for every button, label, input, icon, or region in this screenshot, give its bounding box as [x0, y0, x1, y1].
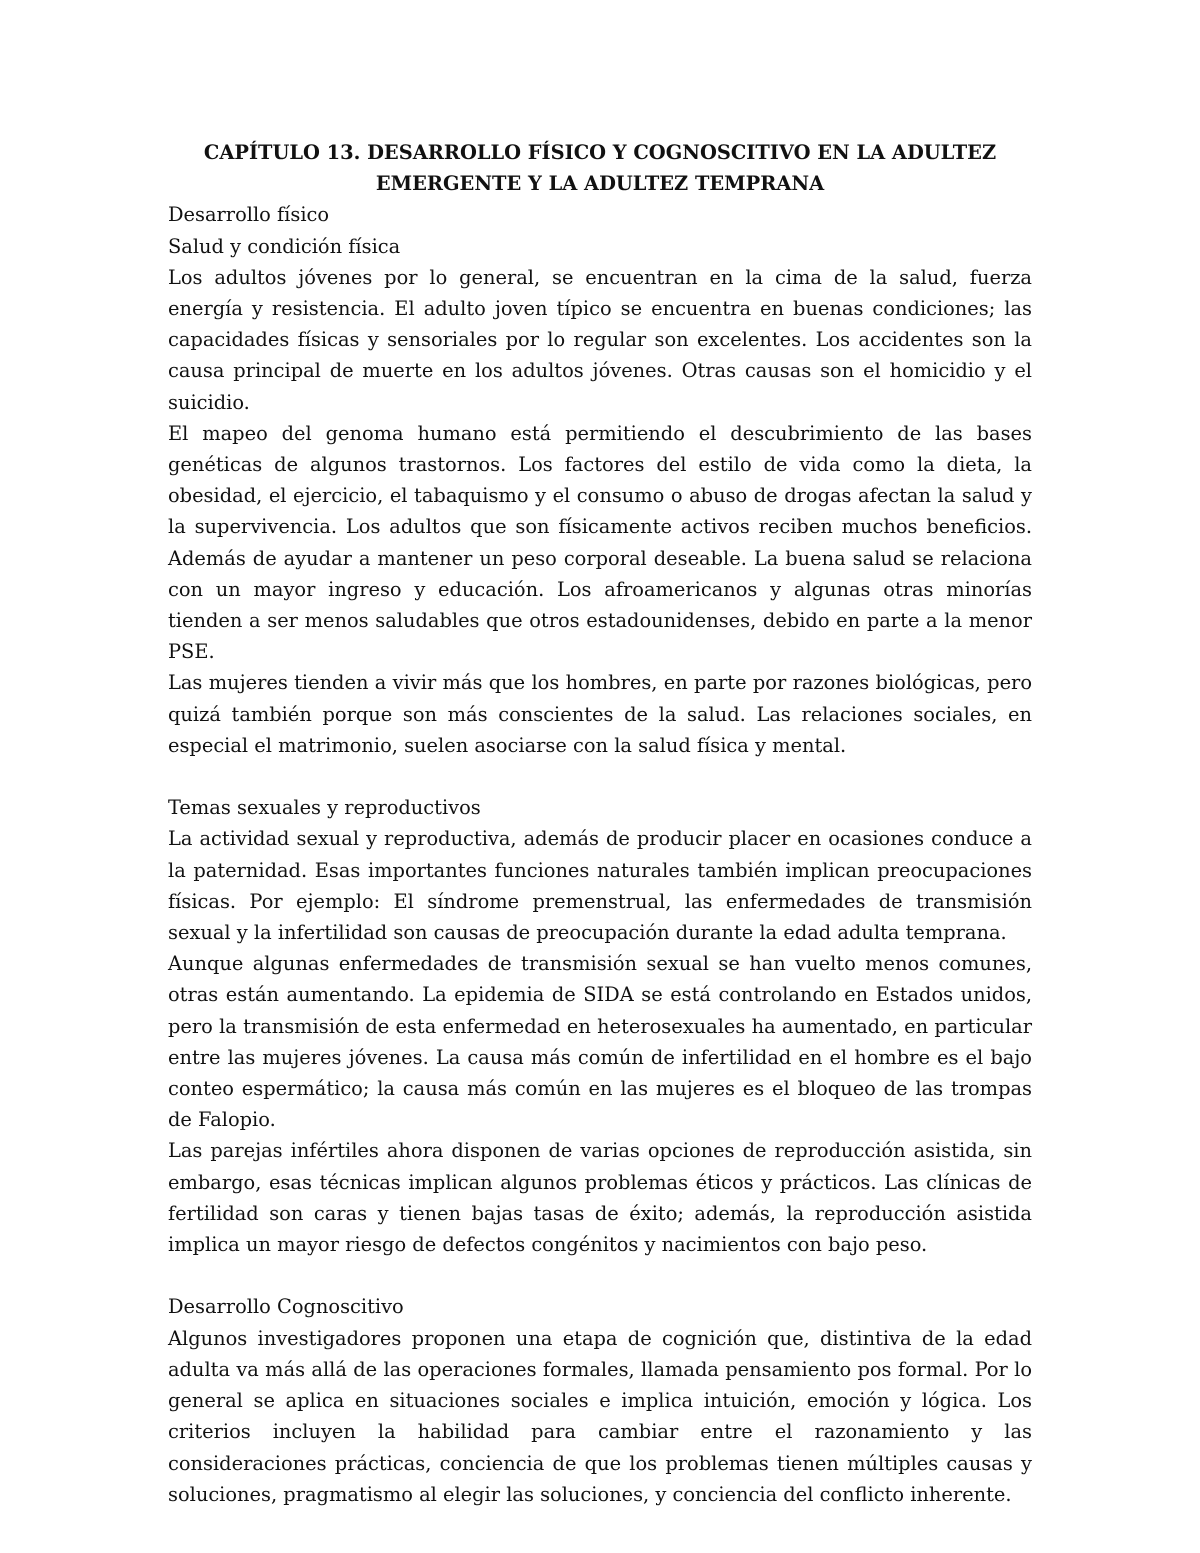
paragraph: Las mujeres tienden a vivir más que los hombres, en parte por razones biológicas, pero quizá también porque son más conscientes de la salud. Las relaciones sociales, en especial el matrimonio, suelen asociarse con la salud física y mental. [168, 671, 1032, 757]
paragraph: Las parejas infértiles ahora disponen de varias opciones de reproducción asistida, sin embargo, esas técnicas implican algunos problemas éticos y prácticos. Las clínicas de fertilidad son caras y tienen bajas tasas de éxito; además, la reproducción asistida implica un mayor riesgo de defectos congénitos y nacimientos con bajo peso. [168, 1139, 1032, 1257]
section-heading-desarrollo-fisico: Desarrollo físico [168, 203, 330, 227]
spacer [168, 761, 1032, 792]
document-title: CAPÍTULO 13. DESARROLLO FÍSICO Y COGNOSCITIVO EN LA ADULTEZ EMERGENTE Y LA ADULTEZ TEMPRANA [203, 141, 997, 196]
document-page [168, 137, 1032, 1510]
section-heading-desarrollo-cognoscitivo: Desarrollo Cognoscitivo [168, 1295, 404, 1319]
paragraph: La actividad sexual y reproductiva, además de producir placer en ocasiones conduce a la paternidad. Esas importantes funciones naturales también implican preocupaciones físicas. Por ejemplo: El síndrome premenstrual, las enfermedades de transmisión sexual y la infertilidad son causas de preocupación durante la edad adulta temprana. [168, 827, 1032, 945]
paragraph: El mapeo del genoma humano está permitiendo el descubrimiento de las bases genéticas de algunos trastornos. Los factores del estilo de vida como la dieta, la obesidad, el ejercicio, el tabaquismo y el consumo o abuso de drogas afectan la salud y la supervivencia. Los adultos que son físicamente activos reciben muchos beneficios. Además de ayudar a mantener un peso corporal deseable. La buena salud se relaciona con un mayor ingreso y educación. Los afroamericanos y algunas otras minorías tienden a ser menos saludables que otros estadounidenses, debido en parte a la menor PSE. [168, 421, 1032, 664]
paragraph: Aunque algunas enfermedades de transmisión sexual se han vuelto menos comunes, otras están aumentando. La epidemia de SIDA se está controlando en Estados unidos, pero la transmisión de esta enfermedad en heterosexuales ha aumentado, en particular entre las mujeres jóvenes. La causa más común de infertilidad en el hombre es el bajo conteo espermático; la causa más común en las mujeres es el bloqueo de las trompas de Falopio. [168, 952, 1032, 1132]
paragraph: Los adultos jóvenes por lo general, se encuentran en la cima de la salud, fuerza energía y resistencia. El adulto joven típico se encuentra en buenas condiciones; las capacidades físicas y sensoriales por lo regular son excelentes. Los accidentes son la causa principal de muerte en los adultos jóvenes. Otras causas son el homicidio y el suicidio. [168, 265, 1032, 414]
paragraph: Algunos investigadores proponen una etapa de cognición que, distintiva de la edad adulta va más allá de las operaciones formales, llamada pensamiento pos formal. Por lo general se aplica en situaciones sociales e implica intuición, emoción y lógica. Los criterios incluyen la habilidad para cambiar entre el razonamiento y las consideraciones prácticas, conciencia de que los problemas tienen múltiples causas y soluciones, pragmatismo al elegir las soluciones, y conciencia del conflicto inherente. [168, 1326, 1032, 1506]
section-heading-temas-sexuales: Temas sexuales y reproductivos [168, 796, 481, 820]
section-heading-salud: Salud y condición física [168, 234, 401, 258]
spacer [168, 1260, 1032, 1291]
